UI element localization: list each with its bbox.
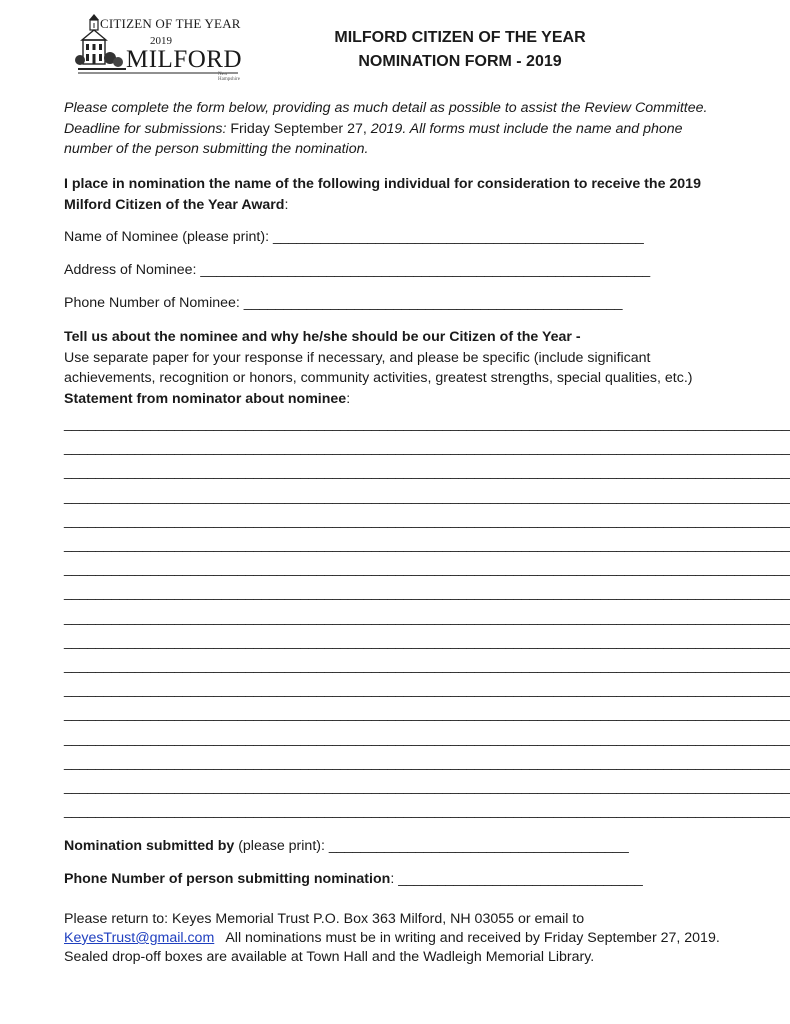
- submitted-by-field[interactable]: [64, 838, 629, 854]
- answer-line[interactable]: ____________________________________________________________________________________________: [64, 416, 790, 432]
- statement-answer-lines[interactable]: [64, 412, 790, 823]
- answer-line[interactable]: ____________________________________________________________________________________________: [64, 803, 790, 820]
- answer-line[interactable]: ____________________________________________________________________________________________: [64, 537, 790, 554]
- logo-line4: New Hampshire: [218, 72, 240, 82]
- return-line2: All nominations must be in writing and received by Friday September 27, 2019. Sealed drop-off boxes are available at Town Hall and the Wadleigh Memorial Library.: [64, 930, 724, 965]
- nomination-statement-text: I place in nomination the name of the following individual for consideration to receive the 2019 Milford Citizen of the Year Award: [64, 176, 701, 213]
- email-link[interactable]: KeyesTrust@gmail.com: [64, 930, 215, 946]
- title-line1: MILFORD CITIZEN OF THE YEAR: [334, 29, 586, 46]
- answer-line[interactable]: ____________________________________________________________________________________________: [64, 730, 790, 747]
- submitter-phone-rest[interactable]: : _______________________________: [390, 871, 643, 887]
- tell-us-section: [64, 327, 724, 409]
- statement-label: Statement from nominator about nominee: [64, 390, 347, 407]
- answer-line[interactable]: ____________________________________________________________________________________________: [64, 609, 790, 626]
- answer-line[interactable]: ____________________________________________________________________________________________: [64, 512, 790, 529]
- submitted-by-rest[interactable]: (please print): ______________________________________: [234, 838, 629, 854]
- intro-part1: Please complete the form below, providing as much detail as possible to assist the Review Committee. Deadline for submissions:: [64, 100, 708, 137]
- answer-line[interactable]: ____________________________________________________________________________________________: [64, 658, 790, 675]
- nominee-phone-field[interactable]: Phone Number of Nominee: ________________________________________________: [64, 295, 623, 311]
- return-line1: Please return to: Keyes Memorial Trust P.O. Box 363 Milford, NH 03055 or email to: [64, 911, 585, 927]
- return-instructions: [64, 910, 724, 967]
- nominee-address-field[interactable]: Address of Nominee: _________________________________________________________: [64, 262, 651, 278]
- answer-line[interactable]: ____________________________________________________________________________________________: [64, 488, 790, 505]
- tell-us-heading: Tell us about the nominee and why he/she should be our Citizen of the Year -: [64, 329, 581, 345]
- answer-line[interactable]: ____________________________________________________________________________________________: [64, 561, 790, 578]
- nomination-statement: [64, 174, 724, 215]
- submitter-phone-label: Phone Number of person submitting nomination: [64, 871, 391, 887]
- logo-line3: MILFORD: [126, 46, 243, 73]
- intro-deadline: Friday September 27,: [230, 120, 371, 137]
- answer-line[interactable]: ____________________________________________________________________________________________: [64, 754, 790, 771]
- page-title: [300, 26, 620, 74]
- answer-line[interactable]: ____________________________________________________________________________________________: [64, 440, 790, 457]
- answer-line[interactable]: ____________________________________________________________________________________________: [64, 633, 790, 650]
- answer-line[interactable]: ____________________________________________________________________________________________: [64, 779, 790, 796]
- title-line2: NOMINATION FORM - 2019: [358, 53, 562, 70]
- milford-logo: [78, 14, 243, 82]
- answer-line[interactable]: ____________________________________________________________________________________________: [64, 585, 790, 602]
- nomination-statement-colon: :: [284, 196, 289, 213]
- nominee-name-field[interactable]: Name of Nominee (please print): _______________________________________________: [64, 229, 644, 245]
- intro-part2: 2019. All forms must include the name and phone number of the person submitting the nomination.: [64, 120, 683, 157]
- answer-line[interactable]: ____________________________________________________________________________________________: [64, 682, 790, 699]
- answer-line[interactable]: ____________________________________________________________________________________________: [64, 706, 790, 723]
- intro-paragraph: [64, 98, 714, 160]
- statement-colon: :: [346, 390, 351, 407]
- answer-line[interactable]: ____________________________________________________________________________________________: [64, 464, 790, 481]
- submitted-by-label: Nomination submitted by: [64, 838, 235, 854]
- logo-line1: CITIZEN OF THE YEAR: [100, 16, 241, 31]
- logo-line2: 2019: [150, 35, 172, 47]
- tell-us-body: Use separate paper for your response if necessary, and please be specific (include significant achievements, recognition or honors, community activities, greatest strengths, special qualities, etc.): [64, 349, 693, 386]
- submitter-phone-field[interactable]: [64, 871, 643, 887]
